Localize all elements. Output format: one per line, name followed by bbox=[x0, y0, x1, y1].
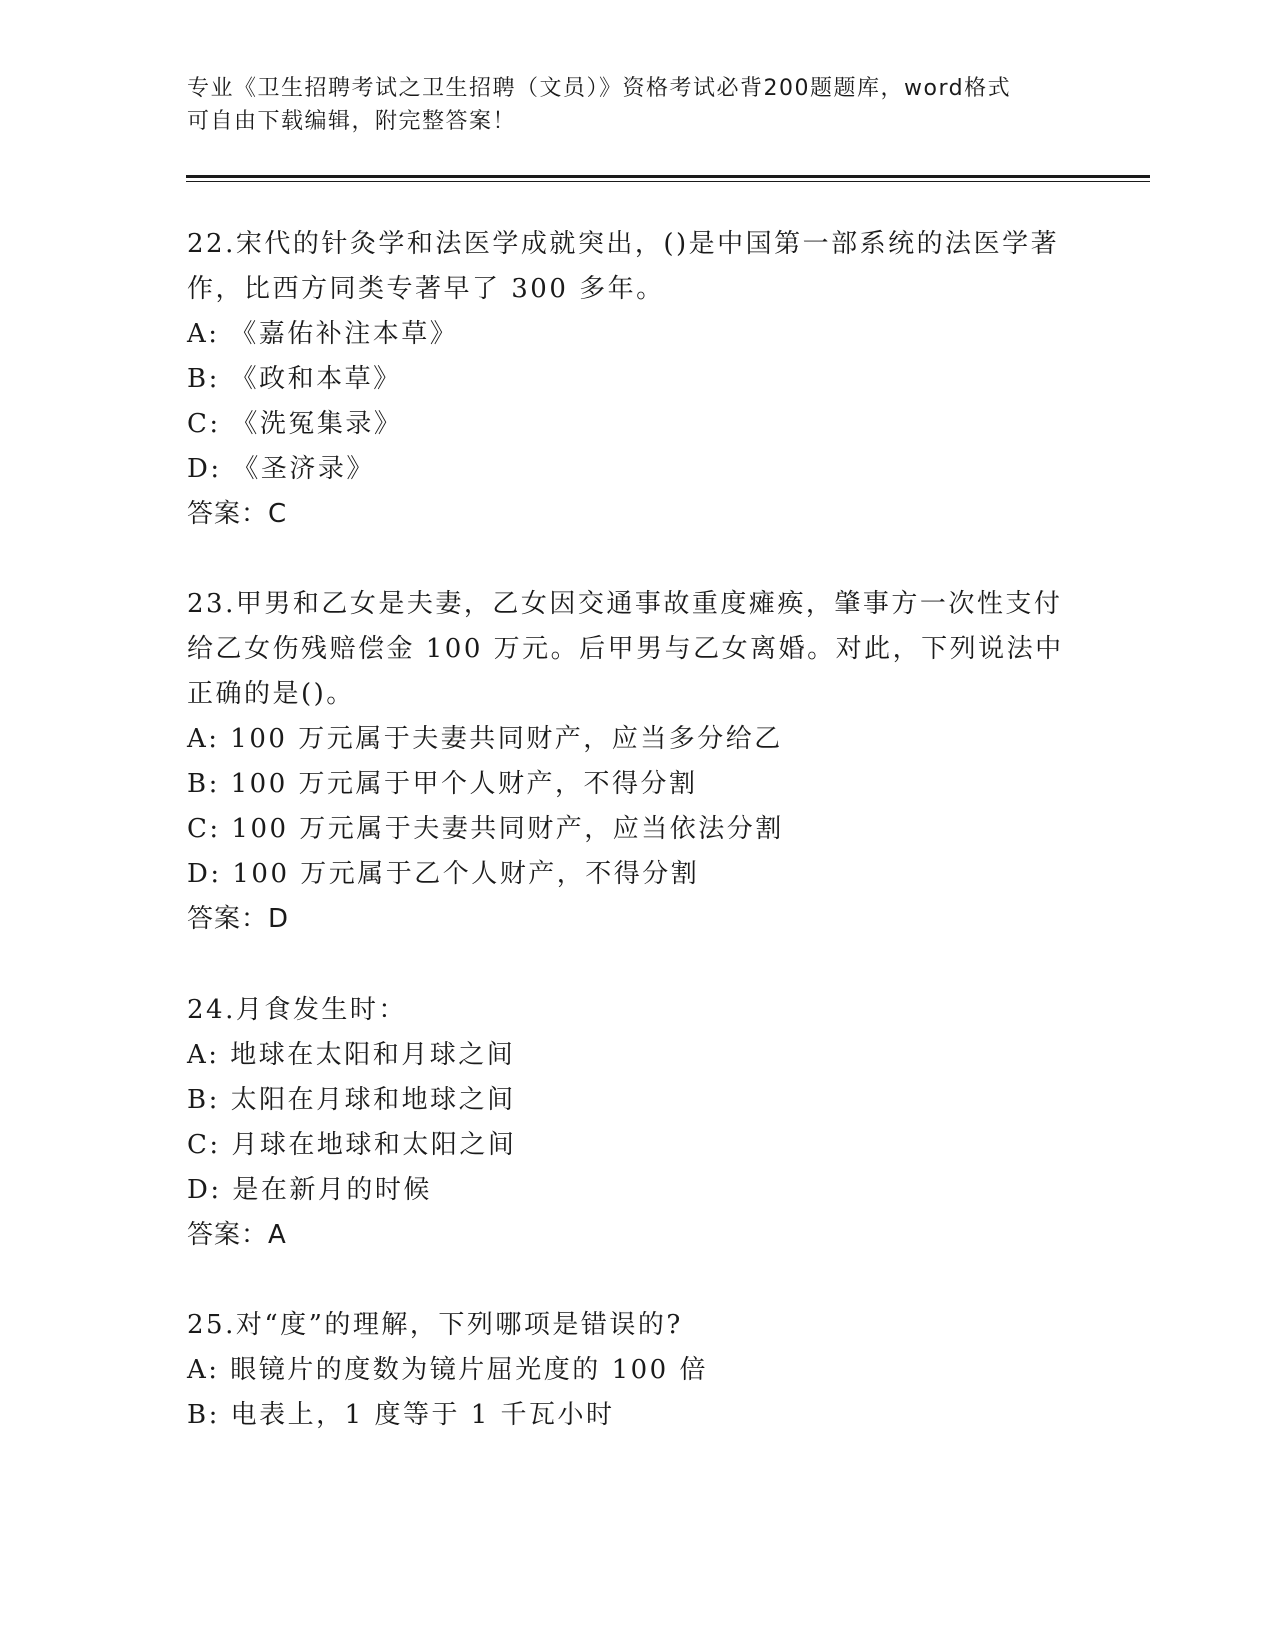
option-b: B: 太阳在月球和地球之间 bbox=[187, 1085, 516, 1115]
question-stem-line: 正确的是()。 bbox=[187, 679, 355, 709]
option-a: A: 《嘉佑补注本草》 bbox=[187, 319, 459, 349]
option-c: C: 月球在地球和太阳之间 bbox=[187, 1130, 517, 1160]
option-a: A: 地球在太阳和月球之间 bbox=[187, 1040, 516, 1070]
question-stem-line: 23.甲男和乙女是夫妻，乙女因交通事故重度瘫痪，肇事方一次性支付 bbox=[187, 589, 1063, 619]
option-b: B: 电表上，1 度等于 1 千瓦小时 bbox=[187, 1400, 615, 1430]
question-23 bbox=[187, 582, 1087, 942]
header-line-2: 可自由下载编辑，附完整答案！ bbox=[187, 109, 517, 134]
option-b: B: 《政和本草》 bbox=[187, 364, 402, 394]
question-24 bbox=[187, 988, 1087, 1258]
question-22 bbox=[187, 222, 1087, 537]
header-divider-thick bbox=[186, 175, 1150, 178]
header-line-1: 专业《卫生招聘考试之卫生招聘（文员）》资格考试必背200题题库，word格式 bbox=[187, 76, 1012, 101]
option-c: C: 《洗冤集录》 bbox=[187, 409, 403, 439]
answer-line: 答案：A bbox=[187, 1220, 287, 1250]
question-25 bbox=[187, 1303, 1087, 1438]
question-stem-line: 24.月食发生时： bbox=[187, 995, 407, 1025]
question-stem-line: 22.宋代的针灸学和法医学成就突出，()是中国第一部系统的法医学著 bbox=[187, 229, 1060, 259]
option-c: C: 100 万元属于夫妻共同财产，应当依法分割 bbox=[187, 814, 784, 844]
document-header bbox=[187, 72, 1087, 138]
header-divider-thin bbox=[186, 181, 1150, 182]
option-a: A: 眼镜片的度数为镜片屈光度的 100 倍 bbox=[187, 1355, 708, 1385]
option-b: B: 100 万元属于甲个人财产，不得分割 bbox=[187, 769, 698, 799]
option-a: A: 100 万元属于夫妻共同财产，应当多分给乙 bbox=[187, 724, 783, 754]
answer-line: 答案：C bbox=[187, 499, 288, 529]
option-d: D: 《圣济录》 bbox=[187, 454, 375, 484]
option-d: D: 100 万元属于乙个人财产，不得分割 bbox=[187, 859, 700, 889]
question-stem-line: 给乙女伤残赔偿金 100 万元。后甲男与乙女离婚。对此，下列说法中 bbox=[187, 634, 1064, 664]
question-stem-line: 25.对“度”的理解，下列哪项是错误的? bbox=[187, 1310, 683, 1340]
question-stem-line: 作，比西方同类专著早了 300 多年。 bbox=[187, 274, 665, 304]
option-d: D: 是在新月的时候 bbox=[187, 1175, 432, 1205]
answer-line: 答案：D bbox=[187, 904, 290, 934]
